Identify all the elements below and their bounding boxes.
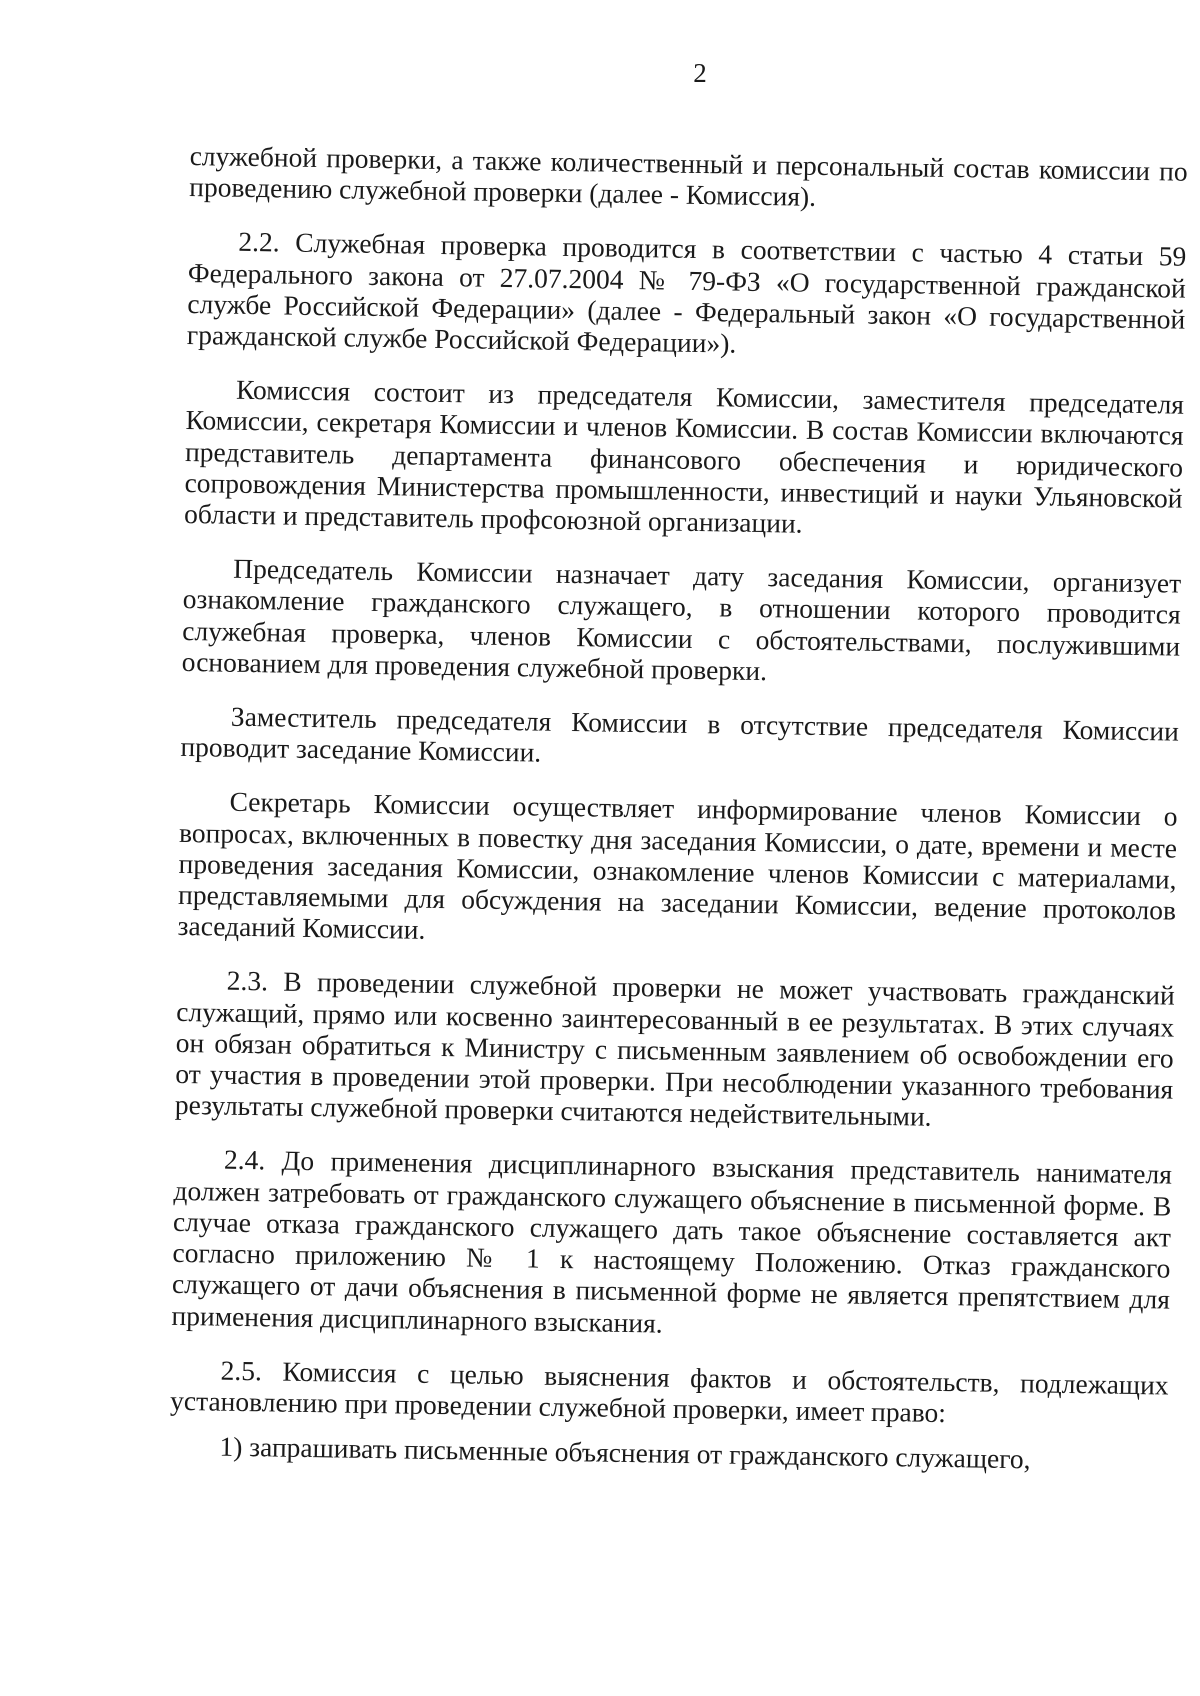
paragraph-secretary-duties: Секретарь Комиссии осуществляет информирование членов Комиссии о вопросах, включенных в повестку дня заседания Комиссии, о дате, времени и месте проведения заседания Комиссии, ознакомление членов Комиссии с материалами, представляемыми для обсуждения на заседании Комиссии, ведение протоколов заседаний Комиссии. <box>177 786 1178 946</box>
paragraph-commission-composition: Комиссия состоит из председателя Комиссии, заместителя председателя Комиссии, секретаря Комиссии и членов Комиссии. В состав Комиссии включаются представитель департамента финансового обеспечения и юридического сопровождения Министерства промышленности, инвестиций и науки Ульяновской области и представитель профсоюзной организации. <box>183 373 1185 539</box>
page-number: 2 <box>693 58 707 88</box>
paragraph-deputy-chairman: Заместитель председателя Комиссии в отсутствие председателя Комиссии проводит заседание Комиссии. <box>180 700 1180 768</box>
paragraph-2-2: 2.2. Служебная проверка проводится в соответствии с частью 4 статьи 59 Федерального закона от 27.07.2004 № 79-ФЗ «О государственной гражданской службе Российской Федерации» (далее - Федеральный закон «О государственной гражданской службе Российской Федерации»). <box>186 226 1187 359</box>
list-item-1: 1) запрашивать письменные объяснения от гражданского служащего, <box>219 1430 1031 1475</box>
paragraph-chairman-duties: Председатель Комиссии назначает дату заседания Комиссии, организует ознакомление гражданского служащего, в отношении которого проводится служебная проверка, членов Комиссии с обстоятельствами, послужившими основанием для проведения служебной проверки. <box>181 552 1182 686</box>
paragraph-2-3: 2.3. В проведении служебной проверки не может участвовать гражданский служащий, прямо или косвенно заинтересованный в ее результатах. В этих случаях он обязан обратиться к Министру с письменным заявлением об освобождении его от участия в проведении этой проверки. При несоблюдении указанного требования результаты служебной проверки считаются недействительными. <box>174 965 1175 1133</box>
paragraph-2-5: 2.5. Комиссия с целью выяснения фактов и обстоятельств, подлежащих установлению при проведении служебной проверки, имеет право: <box>169 1354 1169 1428</box>
document-body <box>169 140 1188 1477</box>
paragraph-continuation: служебной проверки, а также количественный и персональный состав комиссии по проведению служебной проверки (далее - Комиссия). <box>189 140 1188 213</box>
paragraph-2-4: 2.4. До применения дисциплинарного взыскания представитель нанимателя должен затребовать от гражданского служащего объяснение в письменной форме. В случае отказа гражданского служащего дать такое объяснение составляется акт согласно приложению № 1 к настоящему Положению. Отказ гражданского служащего от дачи объяснения в письменной форме не является препятствием для применения дисциплинарного взыскания. <box>171 1144 1173 1339</box>
